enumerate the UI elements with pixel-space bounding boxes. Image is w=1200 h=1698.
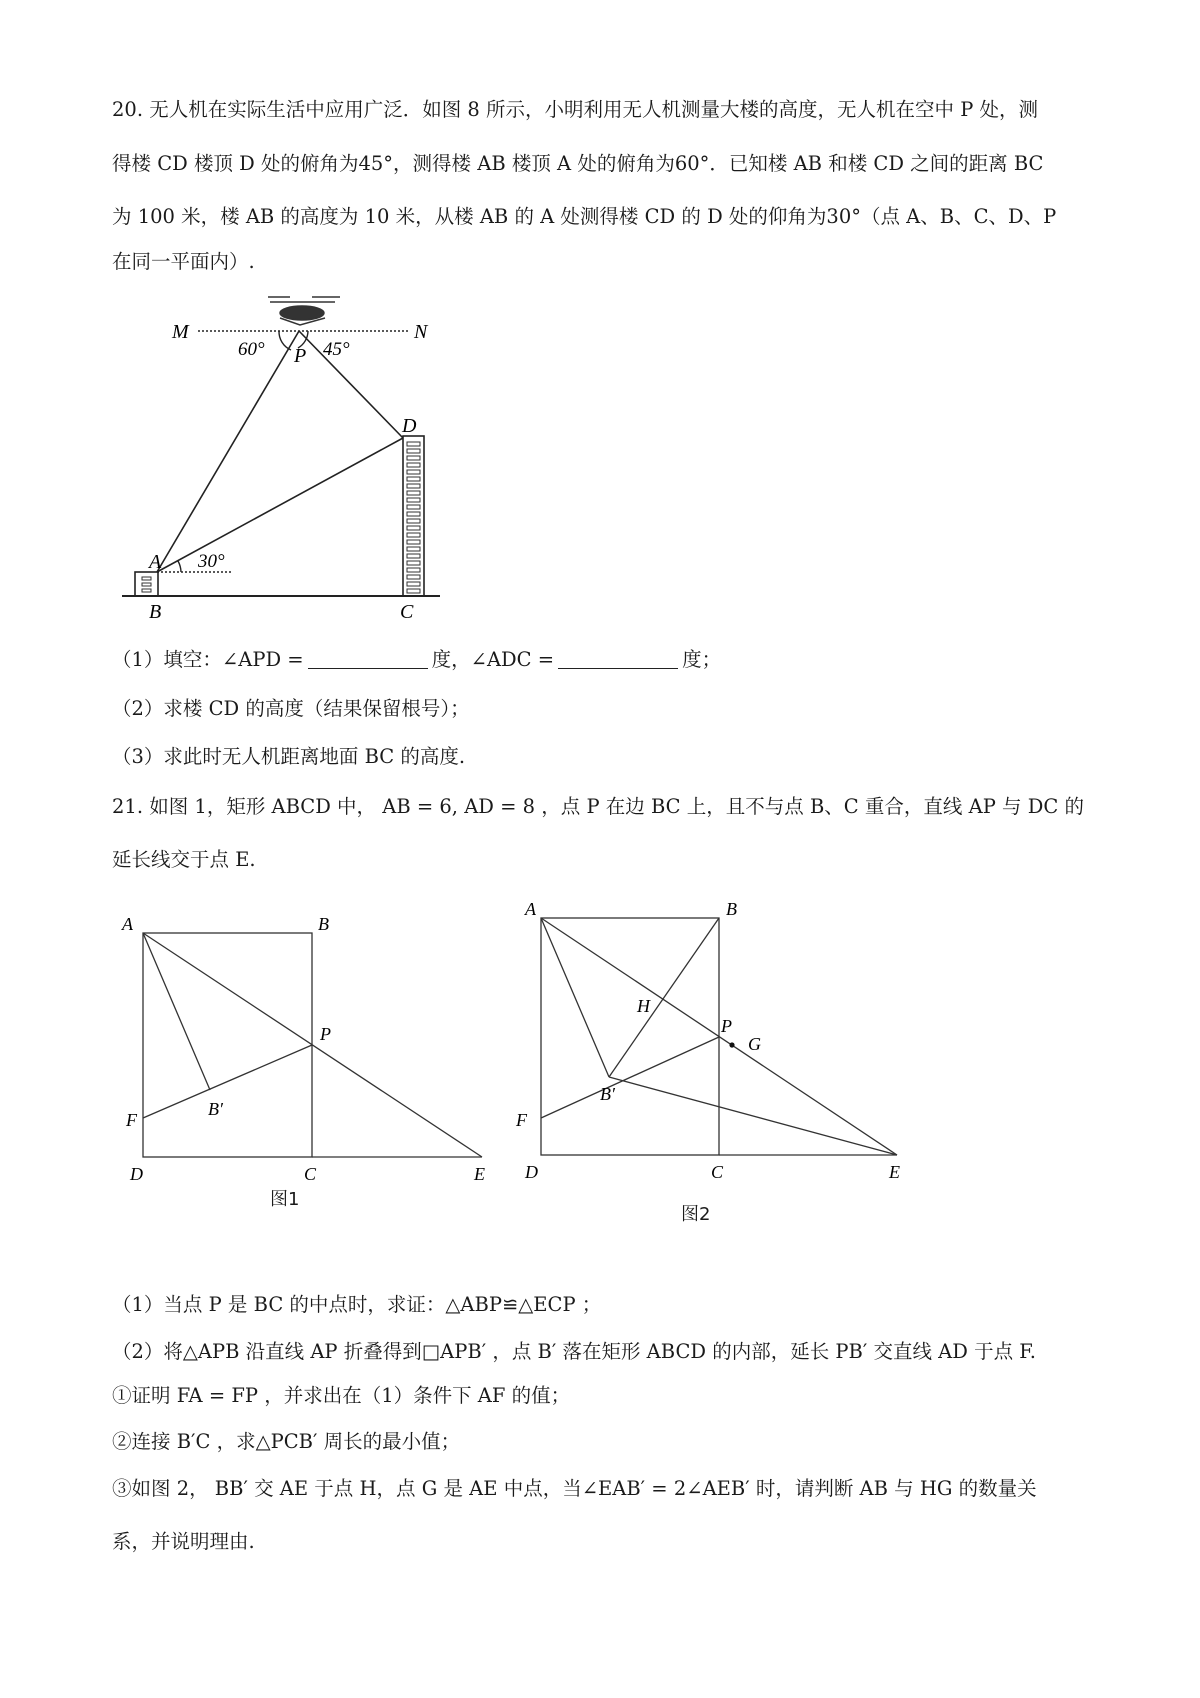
building-window [407,512,420,516]
fig2-label-g: G [748,1034,761,1054]
q21-sub-1: （1）当点 P 是 BC 的中点时，求证：△ABP≌△ECP ； [112,1293,602,1316]
fig2-label-e: E [889,1162,900,1182]
q20-sub-1 [112,648,721,672]
q20-line-3: 为 100 米，楼 AB 的高度为 10 米，从楼 AB 的 A 处测得楼 CD 的 D 处的仰角为30°（点 A、B、C、D、P [112,205,1057,228]
label-c: C [400,601,414,623]
fig1-label-f: F [126,1110,137,1130]
fig1-label-e: E [474,1164,485,1184]
building-window [407,484,420,488]
drone-icon [268,297,340,325]
building-window [407,477,420,481]
fig1-label-bp: B′ [208,1099,223,1119]
fig2-caption: 图2 [681,1204,711,1225]
building-window [407,582,420,586]
building-window [407,575,420,579]
building-window [407,463,420,467]
building-window [407,498,420,502]
fig2-label-d: D [525,1162,538,1182]
q21-line-2: 延长线交于点 E. [112,848,256,871]
building-window [407,449,420,453]
q21-sub-2-3: ③如图 2， BB′ 交 AE 于点 H，点 G 是 AE 中点，当∠EAB′ = 2∠AEB′ 时，请判断 AB 与 HG 的数量关 [112,1477,1037,1500]
label-angle-30: 30° [198,551,225,572]
label-b: B [149,601,162,623]
q21-sub-2: （2）将△APB 沿直线 AP 折叠得到□APB′ ，点 B′ 落在矩形 ABCD 的内部，延长 PB′ 交直线 AD 于点 F. [112,1340,1036,1363]
fig2-point-g [729,1042,734,1047]
answer-blank-apd[interactable] [308,650,428,669]
building-window [407,561,420,565]
fig1-label-b: B [318,914,329,934]
q20-line-4: 在同一平面内）. [112,250,255,273]
q21-figure-2 [541,918,897,1155]
q21-line-1: 21. 如图 1，矩形 ABCD 中， AB = 6, AD = 8 ，点 P 在边 BC 上，且不与点 B、C 重合，直线 AP 与 DC 的 [112,795,1084,818]
q20-sub-3: （3）求此时无人机距离地面 BC 的高度. [112,745,466,768]
q21-figure-1 [143,933,482,1157]
fig2-label-c: C [711,1162,724,1182]
building-window [407,456,420,460]
building-window [407,554,420,558]
q20-line-1: 20. 无人机在实际生活中应用广泛．如图 8 所示，小明利用无人机测量大楼的高度，无人机在空中 P 处，测 [112,98,1039,121]
label-p: P [294,345,307,367]
fig2-label-p: P [721,1016,732,1036]
fig2-label-h: H [637,996,650,1016]
label-m: M [172,321,189,343]
q20-sub-1-b: 度，∠ADC = [431,648,555,671]
fig2-label-bp: B′ [600,1084,615,1104]
building-window [407,519,420,523]
fig1-label-d: D [130,1164,143,1184]
q20-line-2: 得楼 CD 楼顶 D 处的俯角为45°，测得楼 AB 楼顶 A 处的俯角为60°．已知楼 AB 和楼 CD 之间的距离 BC [112,152,1044,175]
q20-sub-2: （2）求楼 CD 的高度（结果保留根号）； [112,697,470,720]
fig2-label-a: A [525,899,536,919]
label-n: N [414,321,428,343]
fig2-label-f: F [516,1110,527,1130]
label-angle-45: 45° [323,339,350,360]
fig1-label-a: A [122,914,133,934]
q21-sub-2-1: ①证明 FA = FP ，并求出在（1）条件下 AF 的值； [112,1384,571,1407]
answer-blank-adc[interactable] [558,650,678,669]
building-window [407,568,420,572]
label-a: A [149,551,162,573]
label-angle-60: 60° [238,339,265,360]
fig2-label-b: B [726,899,737,919]
q20-sub-1-a: （1）填空：∠APD = [112,648,304,671]
q20-sub-1-c: 度； [682,648,722,671]
building-window [407,540,420,544]
building-window [407,491,420,495]
building-window [407,589,420,593]
building-window [407,547,420,551]
label-d: D [402,415,417,437]
fig1-label-c: C [304,1164,317,1184]
building-window [407,505,420,509]
building-window [407,442,420,446]
q21-sub-2-2: ②连接 B′C ，求△PCB′ 周长的最小值； [112,1430,461,1453]
fig1-caption: 图1 [270,1189,300,1210]
building-window [407,470,420,474]
fig1-label-p: P [320,1024,331,1044]
building-window [407,526,420,530]
q21-sub-2-4: 系，并说明理由. [112,1530,255,1553]
building-window [407,533,420,537]
